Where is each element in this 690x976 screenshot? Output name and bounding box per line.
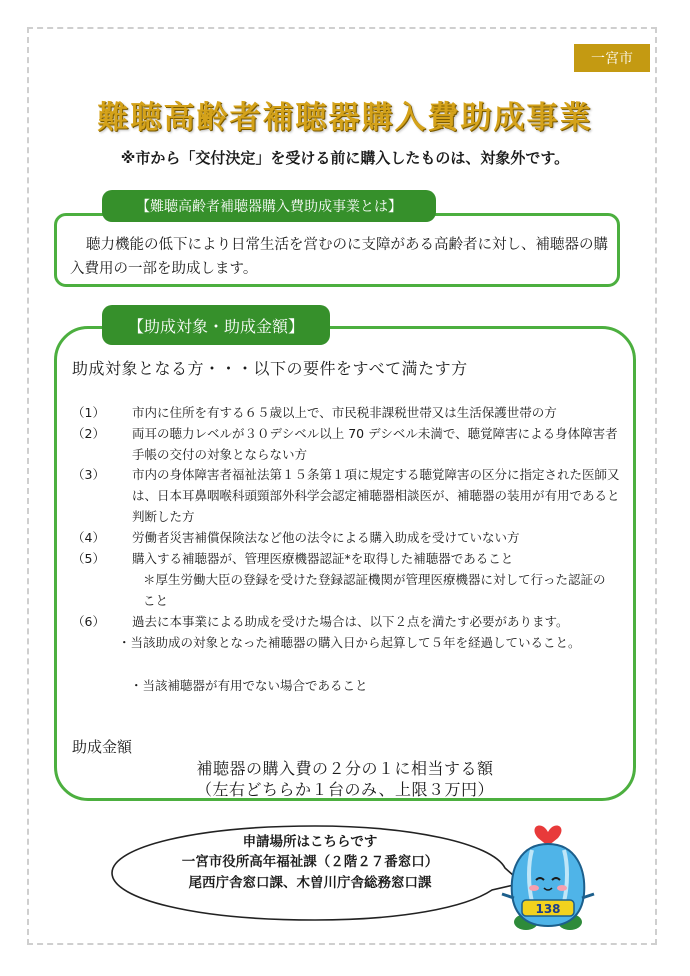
requirement-text: 過去に本事業による助成を受けた場合は、以下２点を満たす必要があります。 (132, 614, 569, 629)
amount-limit: （左右どちらか１台のみ、上限３万円） (196, 780, 494, 799)
heart-icon (535, 825, 562, 846)
requirement-text: 労働者災害補償保険法など他の法令による購入助成を受けていない方 (132, 530, 520, 545)
requirement-text: 市内に住所を有する６５歳以上で、市民税非課税世帯又は生活保護世帯の方 (132, 405, 557, 420)
requirement-number: （2） (72, 426, 105, 441)
mascot-number: 138 (535, 902, 561, 916)
condition-bullet: ・当該補聴器が有用でない場合であること (130, 678, 368, 693)
application-heading: 申請場所はこちらです (242, 834, 378, 850)
mascot-illustration (498, 814, 598, 939)
requirement-text: 市内の身体障害者福祉法第１５条第１項に規定する聴覚障害の区分に指定された医師又は、日本耳鼻咽喉科頭頸部外科学会認定補聴器相談医が、補聴器の装用が有用であると判断した方 (132, 467, 620, 524)
requirement-number: （1） (72, 405, 105, 420)
page-title: 難聴高齢者補聴器購入費助成事業 (97, 100, 593, 136)
amount-heading: 助成金額 (72, 738, 133, 756)
requirement-number: （5） (72, 551, 105, 566)
requirement-text: 購入する補聴器が、管理医療機器認証*を取得した補聴器であること (132, 551, 514, 566)
requirement-text: 両耳の聴力レベルが３０デシベル以上 70 デシベル未満で、聴覚障害による身体障害者手帳の交付の対象とならない方 (132, 426, 618, 462)
eligibility-tab: 【助成対象・助成金額】 (102, 305, 330, 345)
requirement-number: （4） (72, 530, 105, 545)
purchase-notice: ※市から「交付決定」を受ける前に購入したものは、対象外です。 (120, 149, 570, 167)
city-badge: 一宮市 (574, 44, 650, 72)
condition-bullet: ・当該助成の対象となった補聴器の購入日から起算して５年を経過していること。 (118, 635, 581, 650)
target-heading: 助成対象となる方・・・以下の要件をすべて満たす方 (72, 359, 468, 378)
amount-text: 補聴器の購入費の２分の１に相当する額 (196, 759, 494, 778)
requirement-number: （3） (72, 467, 105, 482)
requirement-number: （6） (72, 614, 105, 629)
application-location-main: 一宮市役所高年福祉課（２階２７番窓口） (181, 854, 439, 870)
certification-note: ＊厚生労働大臣の登録を受けた登録認証機関が管理医療機器に対して行った認証のこと (143, 572, 606, 608)
about-text: 聴力機能の低下により日常生活を営むのに支障がある高齢者に対し、補聴器の購入費用の一部を助成します。 (70, 237, 608, 277)
application-location-branch: 尾西庁舎窓口課、木曽川庁舎総務窓口課 (188, 875, 432, 891)
about-tab: 【難聴高齢者補聴器購入費助成事業とは】 (102, 190, 436, 222)
